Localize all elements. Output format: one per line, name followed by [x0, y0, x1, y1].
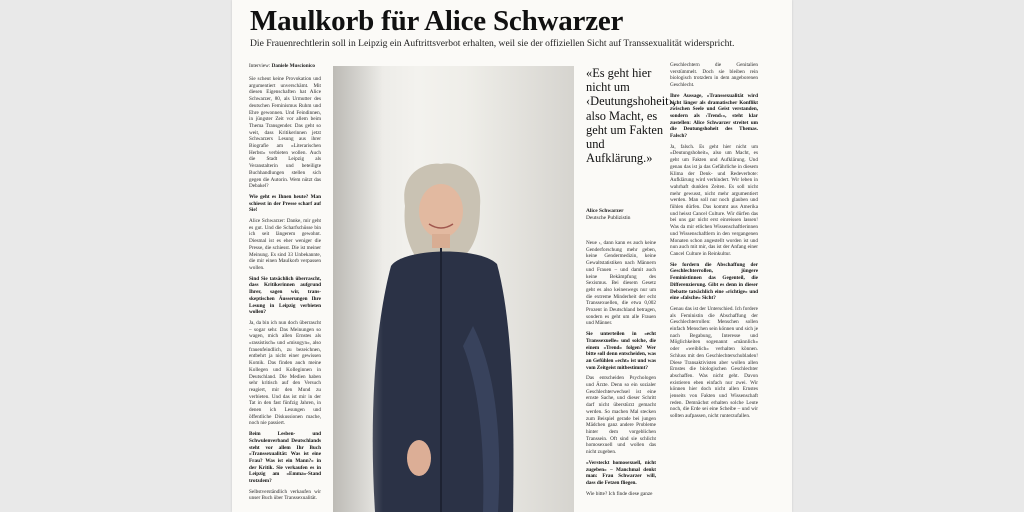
- interview-answer: Das entscheiden Psychologen und Ärzte. Denn so ein sozialer Geschlechterwechsel ist eine ernste Sache, und dieser Schritt darf nicht überstürzt gemacht werden. So machen Mal stecken zum Beispiel gerade bei jungen Mädchen ganz andere Probleme hinter dem vorgeblichen Transsein. Oft sind sie schlicht homosexuell und wollen das nicht zugeben.: [586, 375, 656, 456]
- article-deck: Die Frauenrechtlerin soll in Leipzig ein Auftrittsverbot erhalten, weil sie der offiziellen Sicht auf Transsexualität widerspricht.: [250, 38, 735, 49]
- column-1: [249, 76, 321, 512]
- byline: [249, 63, 315, 69]
- pull-quote-author: Alice Schwarzer: [586, 208, 624, 214]
- pull-quote-attribution: [586, 208, 630, 222]
- interview-question: Sie fordern die Abschaffung der Geschlechterrollen, jüngere Feministinnen das Gegenteil, die Differenzierung. Gibt es denn in dieser Debatte tatsächlich eine «richtige» und eine «falsche» Sicht?: [670, 261, 758, 302]
- headline: Maulkorb für Alice Schwarzer: [250, 5, 624, 37]
- face: [419, 184, 463, 238]
- paragraph: Geschlechtern die Genitalien verstümmelt. Doch sie bleiben rein biologisch trotzdem in dem angeborenen Geschlecht.: [670, 62, 758, 89]
- interview-answer: Alice Schwarzer: Danke, mir geht es gut. Und die Scharfschüsse bin ich seit längerem gewohnt. Diesmal ist es eher weniger die Presse, die schiesst. Die ist meiner Meinung. Es sind 33 Unbekannte, die mir einen Maulkorb verpassen wollen.: [249, 218, 321, 271]
- byline-name: Daniele Muscionico: [271, 63, 315, 69]
- newspaper-page: [232, 0, 792, 512]
- interview-question: «Versteckt homosexuell, nicht zugeben» – Manchmal denkt man: Frau Schwarzer will, dass die Fetzen fliegen.: [586, 459, 656, 486]
- interview-answer: Selbstverständlich verkaufen wir unser Buch über Transsexualität.: [249, 488, 321, 502]
- column-4: [670, 62, 758, 512]
- interview-answer: Wie bitte? Ich finde diese ganze: [586, 490, 653, 497]
- paragraph: Sie scheut keine Provokation und argumentiert unverschämt. Mit diesen Eigenschaften hat Alice Schwarzer, 80, als Urmutter des deutschen Feminismus Ruhm und Ehre gewonnen. Und Feindinnen, in jüngster Zeit vor allem beim Thema Transgender. Das geht so weit, dass Kritikerinnen jetzt Schwarzers Lesung aus ihrer Biografie am «Literarischen Herbst» verbieten wollen. Auch die Stadt Leipzig als Veranstalterin und beteiligte Buchhandlungen stellen sich gegen die Autorin. Wem nützt das Debakel?: [249, 76, 321, 190]
- interview-question: Sind Sie tatsächlich überrascht, dass Kritikerinnen aufgrund Ihrer, sagen wir, trans-skeptischen Äusserungen Ihre Lesung in Leipzig verbieten wollen?: [249, 275, 321, 316]
- paragraph: Neue ‹, dann kann es auch keine Genderforschung mehr geben, keine Gendermedizin, keine Gewaltstatistiken nach Männern und Frauen – und damit auch keine Bekämpfung des Sexismus. Bei diesem Gesetz geht es also keineswegs nur um die extreme Minderheit der echt Transsexuellen, die etwa 0,002 Prozent in Deutschland betragen, sondern es geht um alle Frauen und Männer.: [586, 240, 656, 327]
- pull-quote-role: Deutsche Publizistin: [586, 215, 631, 221]
- interview-question: Ihre Aussage, «Transsexualität wird nicht länger als dramatischer Konflikt zwischen Seele und Geist verstanden, sondern als ‹Trend›», steht klar zustellen: Alice Schwarzer streitet um die Deutungshoheit des Themas. Falsch?: [670, 92, 758, 140]
- interview-question: Beim Lesben- und Schwulenverband Deutschlands steht vor allem Ihr Buch «Transsexualität: Was ist eine Frau? Was ist ein Mann?» in der Kritik. Sie verkaufen es in Leipzig am «Emma»-Stand trotzdem?: [249, 431, 321, 485]
- interview-question: Wie geht es Ihnen heute? Man schiesst in der Presse scharf auf Sie!: [249, 193, 321, 214]
- portrait-photo: [333, 66, 574, 512]
- interview-answer: Genau das ist der Unterschied. Ich fordere als Feministin die Abschaffung der Geschlechterrollen: Menschen sollen einfach Menschen sein können und sich je nach Begabung, Interesse und Möglichkeiten sogenannt «männlich» oder «weiblich» verhalten können. Schluss mit den Geschlechterschubladen! Diese Transaktivisten aber wollen allen Ernstes die biologischen Geschlechter abschaffen. Was nicht geht. Davon existieren eben einfach nur zwei. Wir können hier doch nicht allen Ernstes jenseits von Fakten und Wissenschaft reden. Demnächst erhalten solche Leute noch, die Erde sei eine Scheibe – und wir sollten aufpassen, nicht runterzufallen.: [670, 305, 758, 420]
- neck: [432, 234, 450, 248]
- interview-answer: Ja, falsch. Es geht hier nicht um «Deutungshoheit», also um Macht, es geht um Fakten und Aufklärung. Und genau das ist ja das Gefährliche in diesem Klima der Denk- und Redeverbote: Aufklärung wird verhindert. Wir leben in wahrhaft dunklen Zeiten. Es soll nicht mehr gewusst, nicht mehr argumentiert werden. Man soll nur noch glauben und fühlen dürfen. Das kommt aus Amerika und heisst Cancel Culture. Wir dürfen das bei uns gar nicht erst einreissen lassen! Was da mir etlichen Wissenschaftlerinnen und Wissenschaftlern in den vergangenen Monaten schon angestellt worden ist und nun auch mit mir, das ist der Anfang einer Cancel Culture in Reinkultur.: [670, 143, 758, 257]
- photo-shadow: [333, 66, 383, 512]
- interview-question: Sie unterteilen in «echt Transsexuelle» und solche, die einem «Trend» folgen? Wer bitte soll denn entscheiden, was an Gefühlen «echt» ist und was vom Zeitgeist mitbestimmt?: [586, 331, 656, 371]
- byline-prefix: Interview:: [249, 63, 271, 69]
- column-3: [586, 240, 656, 512]
- hand: [407, 440, 431, 476]
- interview-answer: Ja, da bin ich nun doch überrascht – sogar sehr. Das Meinungen so wagen, mich allen Ernstes als «rassistisch» und «misogyn», also frauenfeindlich, zu bezeichnen, entbehrt ja nicht einer gewissen Komik. Das finden auch meine Kollegen und Kolleginnen in Deutschland. Die Medien haben sehr kritisch auf den Versuch reagiert, mir den Mund zu verbieten. Und das ist mir in der Tat in den fast fünfzig Jahren, in denen ich Lesungen und öffentliche Diskussionen mache, noch nie passiert.: [249, 319, 321, 427]
- pull-quote: «Es geht hier nicht um ‹Deutungshoheit›, also Macht, es geht um Fakten und Aufklärung.»: [586, 66, 676, 166]
